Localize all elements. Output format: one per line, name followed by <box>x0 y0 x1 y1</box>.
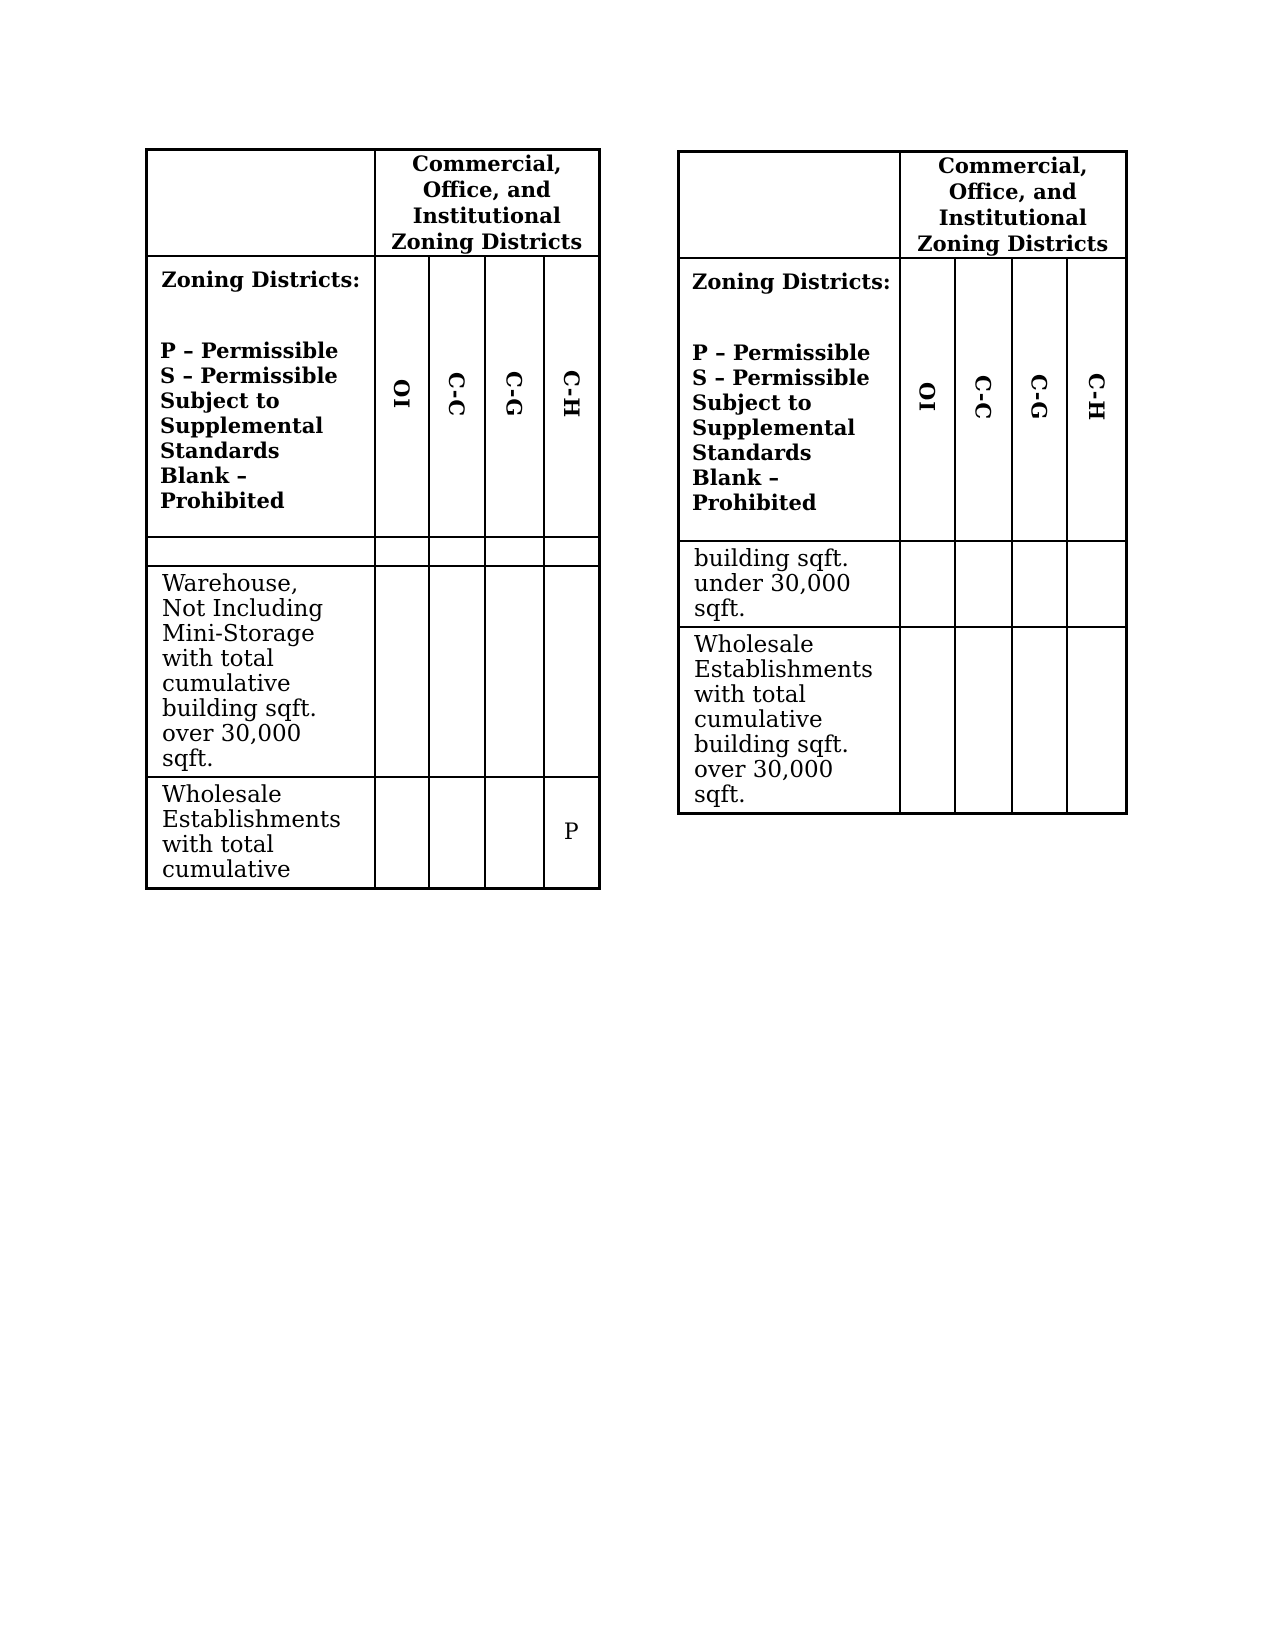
row-label: Wholesale Establishments with total cumulative <box>147 777 375 889</box>
table-row-warehouse <box>147 566 600 777</box>
permission-value <box>375 537 429 566</box>
permission-value <box>955 627 1012 814</box>
district-header-label: OI <box>389 379 414 410</box>
legend-line-p: P – Permissible <box>160 338 339 363</box>
legend-title: Zoning Districts: <box>692 269 891 294</box>
permission-value <box>485 777 544 889</box>
legend-line-subject-to: Subject to <box>692 390 812 415</box>
legend-line-blank: Blank – Prohibited <box>160 463 285 513</box>
permission-value <box>1012 627 1067 814</box>
district-header-label: C-H <box>558 370 584 419</box>
legend-lines <box>160 338 362 513</box>
table-row-wholesale-over <box>679 627 1127 814</box>
table-header-title: Commercial, Office, and Institutional Zoning Districts <box>375 150 600 257</box>
permission-value <box>544 537 600 566</box>
district-header-label: C-C <box>970 374 996 421</box>
row-label: Wholesale Establishments with total cumulative building sqft. over 30,000 sqft. <box>679 627 900 814</box>
corner-cell <box>679 152 900 259</box>
permission-value <box>375 566 429 777</box>
table-header-title: Commercial, Office, and Institutional Zoning Districts <box>900 152 1127 259</box>
table-row <box>679 258 1127 541</box>
table-row-empty <box>147 537 600 566</box>
legend-line-blank: Blank – Prohibited <box>692 465 817 515</box>
permission-value <box>1067 541 1127 627</box>
district-header-cc <box>429 256 485 537</box>
legend-line-standards: Standards <box>160 438 280 463</box>
table-row-wholesale-under-continued <box>679 541 1127 627</box>
legend-cell <box>679 258 900 541</box>
legend-title: Zoning Districts: <box>161 267 361 292</box>
legend-line-supplemental: Supplemental <box>692 415 856 440</box>
table-row <box>147 150 600 257</box>
permission-value <box>485 537 544 566</box>
permission-value <box>1067 627 1127 814</box>
legend-cell <box>147 256 375 537</box>
table-row <box>679 152 1127 259</box>
district-header-label: C-G <box>1026 374 1052 421</box>
permission-value <box>429 537 485 566</box>
district-header-cg <box>1012 258 1067 541</box>
district-header-label: OI <box>914 382 940 413</box>
permission-value <box>1012 541 1067 627</box>
permission-value <box>900 541 955 627</box>
legend-lines <box>692 340 887 515</box>
district-header-cg <box>485 256 544 537</box>
corner-cell <box>147 150 375 257</box>
permission-value <box>544 566 600 777</box>
district-header-oi <box>375 256 429 537</box>
table-row <box>147 256 600 537</box>
permission-value <box>955 541 1012 627</box>
permission-value <box>375 777 429 889</box>
legend-line-p: P – Permissible <box>692 340 871 365</box>
district-header-label: C-C <box>444 371 469 418</box>
legend-line-s: S – Permissible <box>160 363 338 388</box>
legend-line-standards: Standards <box>692 440 812 465</box>
row-label: Warehouse, Not Including Mini-Storage with total cumulative building sqft. over 30,000 sqft. <box>147 566 375 777</box>
permission-value <box>429 777 485 889</box>
zoning-table-right <box>677 150 1128 815</box>
district-header-oi <box>900 258 955 541</box>
permission-value <box>485 566 544 777</box>
table-row-wholesale <box>147 777 600 889</box>
row-label: building sqft. under 30,000 sqft. <box>679 541 900 627</box>
legend-line-supplemental: Supplemental <box>160 413 324 438</box>
permission-value: P <box>544 777 600 889</box>
permission-value <box>900 627 955 814</box>
legend-line-subject-to: Subject to <box>160 388 280 413</box>
district-header-cc <box>955 258 1012 541</box>
row-label <box>147 537 375 566</box>
district-header-label: C-G <box>501 371 527 418</box>
zoning-table-left <box>145 148 601 890</box>
district-header-ch <box>544 256 600 537</box>
permission-value <box>429 566 485 777</box>
district-header-ch <box>1067 258 1127 541</box>
legend-line-s: S – Permissible <box>692 365 870 390</box>
district-header-label: C-H <box>1083 373 1109 422</box>
